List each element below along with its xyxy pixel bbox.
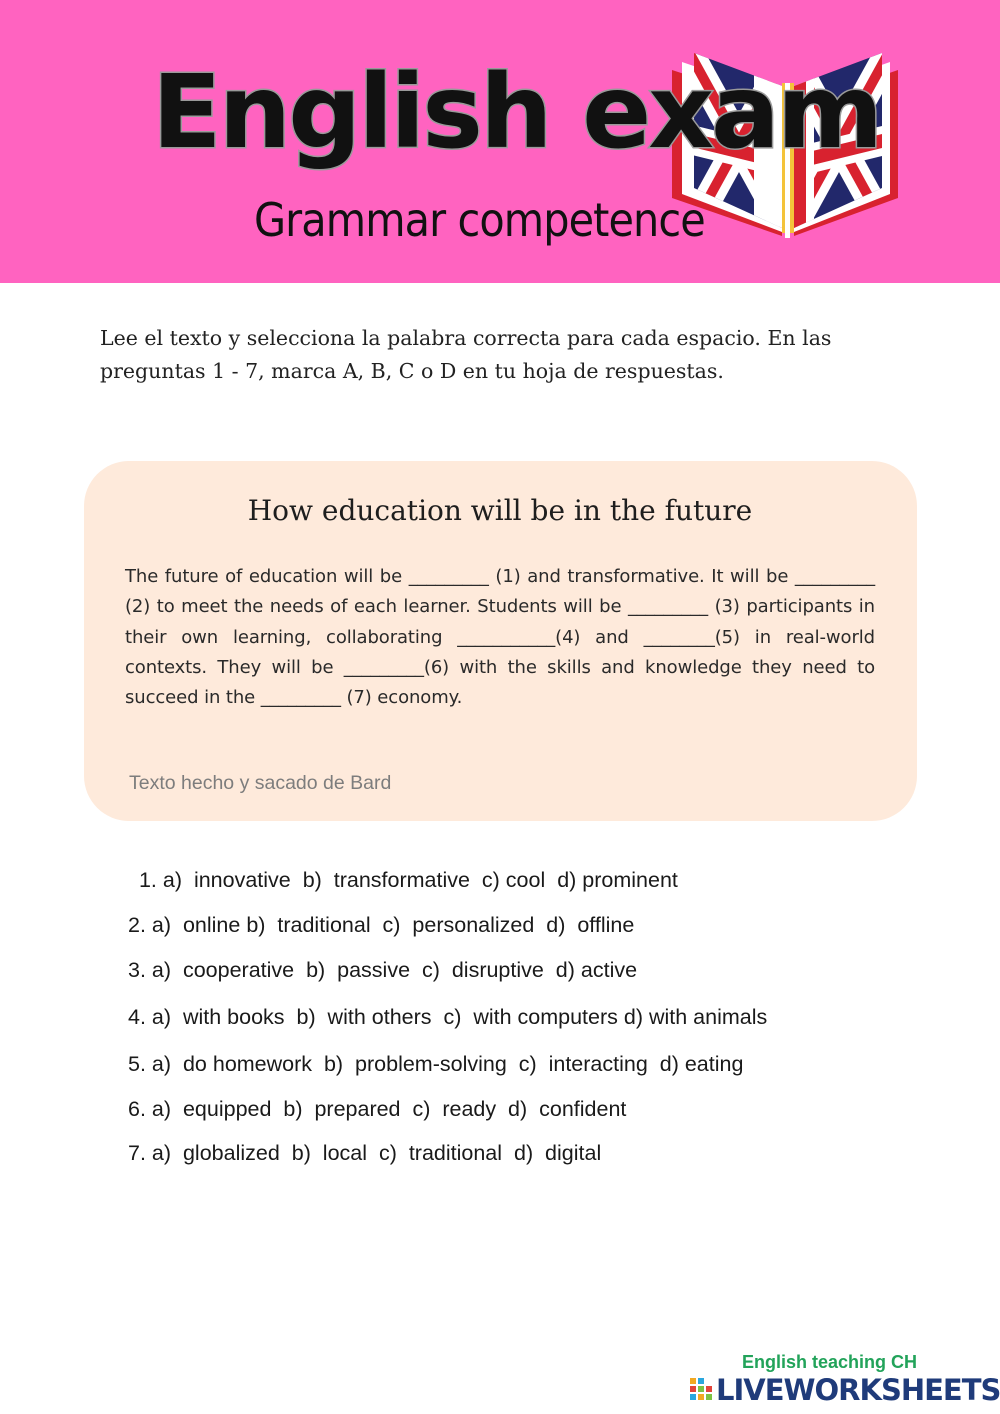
page-subtitle: Grammar competence	[254, 193, 705, 247]
question-5: 5. a) do homework b) problem-solving c) interacting d) eating	[128, 1052, 744, 1076]
question-3: 3. a) cooperative b) passive c) disruptive d) active	[128, 958, 638, 982]
instructions-text: Lee el texto y selecciona la palabra correcta para cada espacio. En las preguntas 1 - 7, marca A, B, C o D en tu hoja de respuestas.	[100, 326, 832, 383]
question-4: 4. a) with books b) with others c) with computers d) with animals	[128, 1005, 768, 1029]
liveworksheets-logo-text: LIVEWORKSHEETS	[716, 1373, 1000, 1407]
question-7: 7. a) globalized b) local c) traditional d) digital	[128, 1141, 602, 1165]
reading-heading: How education will be in the future	[247, 494, 753, 527]
liveworksheets-logo-icon	[690, 1378, 712, 1402]
reading-source: Texto hecho y sacado de Bard	[129, 772, 392, 794]
page-title: English exam	[152, 53, 881, 172]
question-6: 6. a) equipped b) prepared c) ready d) confident	[128, 1097, 627, 1121]
reading-passage: The future of education will be _________ (1) and transformative. It will be _________ (2) to meet the needs of each learner. Students will be _________ (3) participants in their own learning, collaborating ___________(4) and ________(5) in real-world contexts. They will be _________(6) with the skills and knowledge they need to succeed in the _________ (7) economy.	[125, 566, 875, 709]
footer-credit: English teaching CH	[742, 1352, 918, 1372]
liveworksheets-logo[interactable]	[690, 1374, 1000, 1406]
question-1: 1. a) innovative b) transformative c) cool d) prominent	[133, 868, 678, 892]
question-2: 2. a) online b) traditional c) personalized d) offline	[128, 913, 635, 937]
